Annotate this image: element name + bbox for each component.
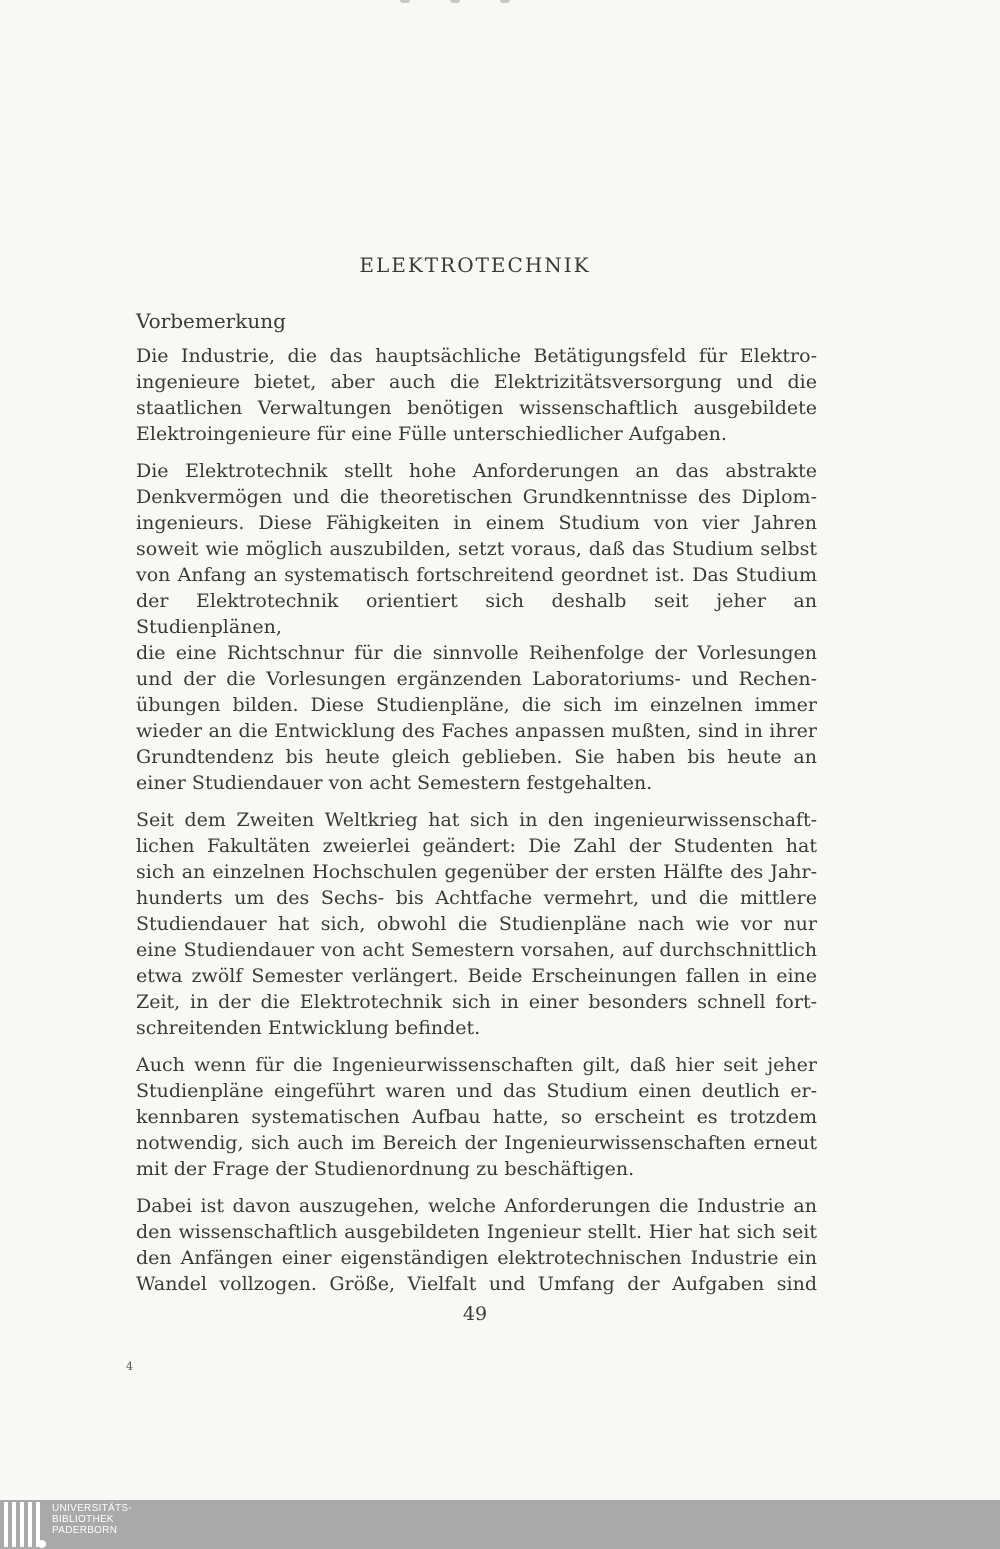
text-line: ingenieurs. Diese Fähigkeiten in einem Studium von vier Jahren — [136, 512, 817, 534]
text-line: sich an einzelnen Hochschulen gegenüber der ersten Hälfte des Jahr- — [136, 861, 817, 883]
text-line: lichen Fakultäten zweierlei geändert: Die Zahl der Studenten hat — [136, 835, 817, 857]
text-line: den Anfängen einer eigenständigen elektrotechnischen Industrie ein — [136, 1247, 817, 1269]
body-text — [136, 343, 817, 1308]
text-line: die eine Richtschnur für die sinnvolle Reihenfolge der Vorlesungen — [136, 642, 817, 664]
text-line: Denkvermögen und die theoretischen Grundkenntnisse des Diplom- — [136, 486, 817, 508]
text-line: soweit wie möglich auszubilden, setzt voraus, daß das Studium selbst — [136, 538, 817, 560]
logo-line: PADERBORN — [52, 1525, 118, 1536]
text-line: staatlichen Verwaltungen benötigen wissenschaftlich ausgebildete — [136, 397, 817, 419]
paragraph — [136, 458, 817, 796]
text-line: Elektroingenieure für eine Fülle unterschiedlicher Aufgaben. — [136, 423, 727, 445]
text-line: eine Studiendauer von acht Semestern vorsahen, auf durchschnittlich — [136, 939, 817, 961]
text-line: übungen bilden. Diese Studienpläne, die sich im einzelnen immer — [136, 694, 817, 716]
text-line: ingenieure bietet, aber auch die Elektrizitätsversorgung und die — [136, 371, 817, 393]
text-line: Auch wenn für die Ingenieurwissenschaften gilt, daß hier seit jeher — [136, 1054, 817, 1076]
text-line: Zeit, in der die Elektrotechnik sich in einer besonders schnell fort- — [136, 991, 817, 1013]
text-line: notwendig, sich auch im Bereich der Ingenieurwissenschaften erneut — [136, 1132, 817, 1154]
text-line: mit der Frage der Studienordnung zu beschäftigen. — [136, 1158, 635, 1180]
library-logo-text — [52, 1503, 132, 1536]
paragraph — [136, 807, 817, 1041]
text-line: einer Studiendauer von acht Semestern festgehalten. — [136, 772, 653, 794]
page-number: 49 — [462, 1303, 488, 1325]
text-line: wieder an die Entwicklung des Faches anpassen mußten, sind in ihrer — [136, 720, 817, 742]
text-line: etwa zwölf Semester verlängert. Beide Erscheinungen fallen in eine — [136, 965, 817, 987]
text-line: Studienpläne eingeführt waren und das Studium einen deutlich er- — [136, 1080, 817, 1102]
logo-line: BIBLIOTHEK — [52, 1514, 114, 1525]
text-line: der Elektrotechnik orientiert sich deshalb seit jeher an Studienplänen, — [136, 590, 817, 638]
text-line: Seit dem Zweiten Weltkrieg hat sich in den ingenieurwissenschaft- — [136, 809, 817, 831]
paragraph — [136, 1052, 817, 1182]
text-line: hunderts um des Sechs- bis Achtfache vermehrt, und die mittlere — [136, 887, 817, 909]
text-line: von Anfang an systematisch fortschreitend geordnet ist. Das Studium — [136, 564, 817, 586]
scan-edge-marks — [380, 0, 530, 6]
section-heading: Vorbemerkung — [136, 309, 286, 333]
logo-line: UNIVERSITÄTS- — [52, 1503, 133, 1514]
text-line: den wissenschaftlich ausgebildeten Ingenieur stellt. Hier hat sich seit — [136, 1221, 817, 1243]
library-footer — [0, 1500, 1000, 1549]
text-line: kennbaren systematischen Aufbau hatte, so erscheint es trotzdem — [136, 1106, 817, 1128]
text-line: Wandel vollzogen. Größe, Vielfalt und Umfang der Aufgaben sind — [136, 1273, 817, 1295]
text-line: Die Industrie, die das hauptsächliche Betätigungsfeld für Elektro- — [136, 345, 817, 367]
text-line: und der die Vorlesungen ergänzenden Laboratoriums- und Rechen- — [136, 668, 817, 690]
text-line: Grundtendenz bis heute gleich geblieben. Sie haben bis heute an — [136, 746, 817, 768]
text-line: Dabei ist davon auszugehen, welche Anforderungen die Industrie an — [136, 1195, 817, 1217]
logo-dot-icon — [38, 1540, 46, 1548]
text-line: Studiendauer hat sich, obwohl die Studienpläne nach wie vor nur — [136, 913, 817, 935]
paragraph — [136, 1193, 817, 1297]
signature-mark: 4 — [126, 1360, 133, 1373]
text-line: schreitenden Entwicklung befindet. — [136, 1017, 481, 1039]
text-line: Die Elektrotechnik stellt hohe Anforderungen an das abstrakte — [136, 460, 817, 482]
page-title: ELEKTROTECHNIK — [359, 253, 591, 277]
paragraph — [136, 343, 817, 447]
